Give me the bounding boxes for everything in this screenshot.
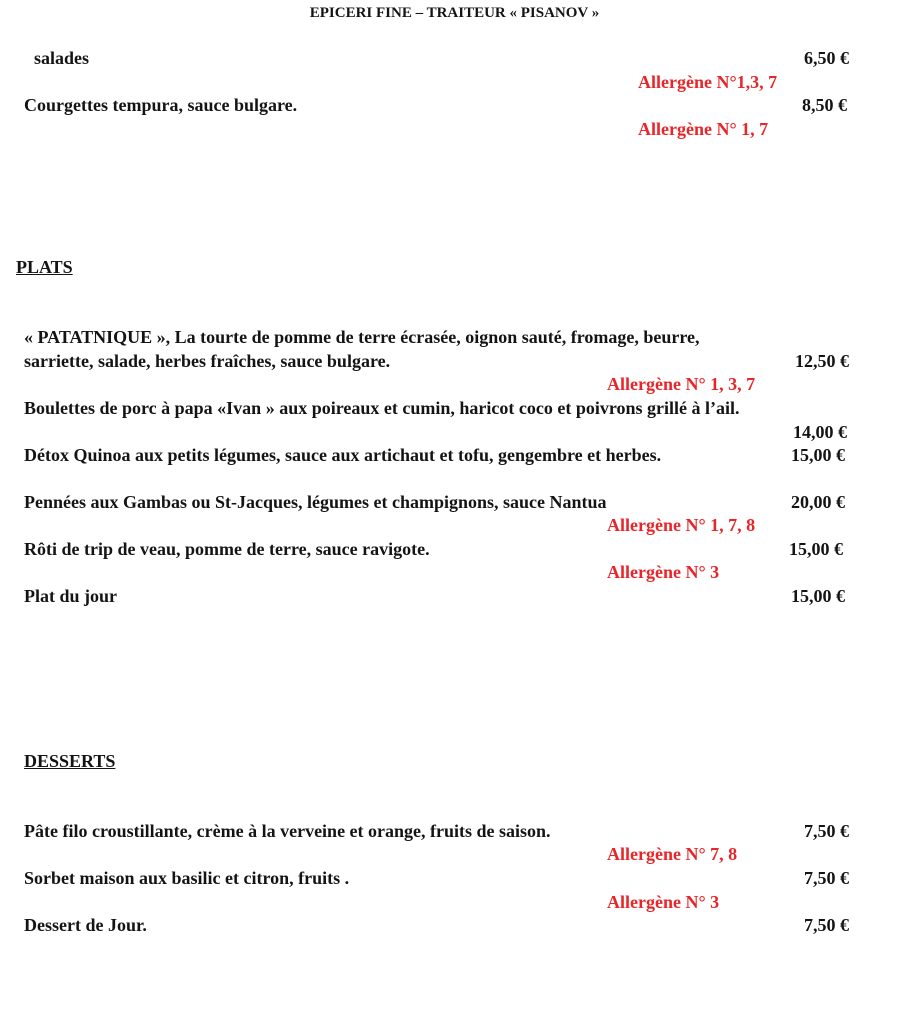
menu-item-name: Dessert de Jour.: [24, 915, 147, 935]
menu-item-price: 15,00 €: [791, 445, 845, 465]
menu-item-price: 12,50 €: [795, 351, 849, 371]
menu-item-name: Détox Quinoa aux petits légumes, sauce aux artichaut et tofu, gengembre et herbes.: [24, 445, 662, 465]
menu-item-name: salades: [34, 48, 90, 68]
allergen-note: Allergène N° 3: [607, 892, 720, 912]
menu-item-name: Boulettes de porc à papa «Ivan » aux poireaux et cumin, haricot coco et poivrons grillé à l’ail.: [24, 398, 740, 418]
menu-item-name: Pennées aux Gambas ou St-Jacques, légumes et champignons, sauce Nantua: [24, 492, 607, 512]
page-title: EPICERI FINE – TRAITEUR « PISANOV »: [309, 5, 600, 21]
menu-item-name: Sorbet maison aux basilic et citron, fruits .: [24, 868, 350, 888]
menu-item-price: 7,50 €: [804, 821, 849, 841]
allergen-note: Allergène N° 1, 7, 8: [607, 515, 756, 535]
allergen-note: Allergène N°1,3, 7: [638, 72, 778, 92]
menu-item-name: Rôti de trip de veau, pomme de terre, sauce ravigote.: [24, 539, 430, 559]
allergen-note: Allergène N° 1, 7: [638, 119, 769, 139]
menu-item-price: 15,00 €: [789, 539, 843, 559]
allergen-note: Allergène N° 7, 8: [607, 844, 738, 864]
allergen-note: Allergène N° 1, 3, 7: [607, 374, 756, 394]
allergen-note: Allergène N° 3: [607, 562, 720, 582]
menu-item-name-continued: sarriette, salade, herbes fraîches, sauce bulgare.: [24, 351, 391, 371]
menu-item-price: 20,00 €: [791, 492, 845, 512]
menu-item-name: « PATATNIQUE », La tourte de pomme de terre écrasée, oignon sauté, fromage, beurre,: [24, 327, 700, 347]
menu-item-name: Pâte filo croustillante, crème à la verveine et orange, fruits de saison.: [24, 821, 551, 841]
menu-item-name: Plat du jour: [24, 586, 118, 606]
section-title-desserts: DESSERTS: [24, 751, 116, 771]
menu-item-price: 6,50 €: [804, 48, 849, 68]
menu-item-price: 7,50 €: [804, 915, 849, 935]
menu-item-price: 8,50 €: [802, 95, 847, 115]
section-title-plats: PLATS: [16, 257, 73, 277]
menu-item-price: 15,00 €: [791, 586, 845, 606]
menu-item-price: 7,50 €: [804, 868, 849, 888]
menu-item-name: Courgettes tempura, sauce bulgare.: [24, 95, 298, 115]
menu-item-price: 14,00 €: [793, 422, 847, 442]
